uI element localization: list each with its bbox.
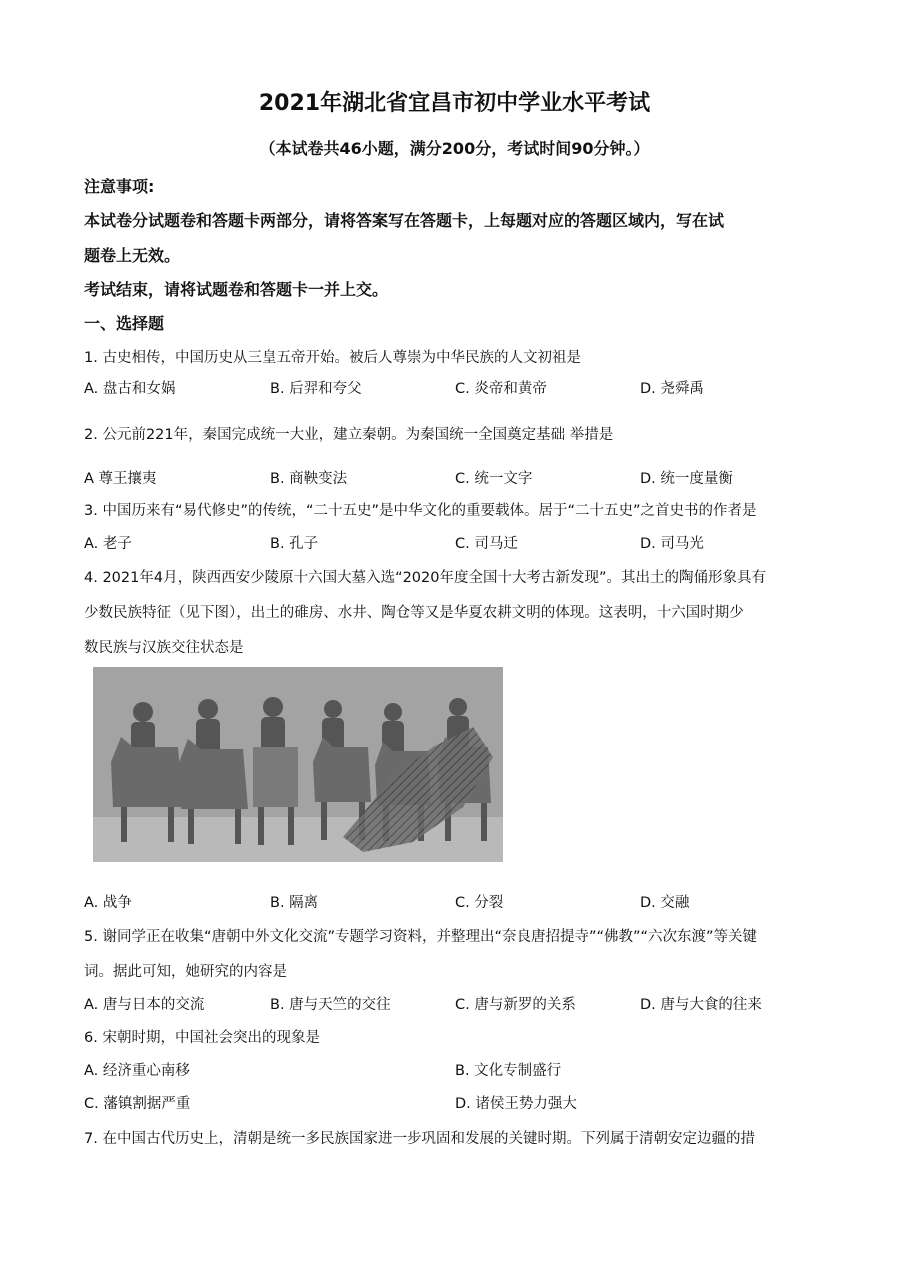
q4-option-b: B. 隔离 — [270, 895, 319, 911]
q3-option-a: A. 老子 — [84, 536, 132, 552]
exam-title: 2021年湖北省宜昌市初中学业水平考试 — [258, 91, 651, 116]
q6-option-d: D. 诸侯王势力强大 — [455, 1096, 577, 1112]
exam-subtitle: （本试卷共46小题，满分200分，考试时间90分钟。） — [259, 139, 650, 158]
q1-option-a: A. 盘古和女娲 — [84, 381, 176, 397]
q6-option-c: C. 藩镇割据严重 — [84, 1096, 191, 1112]
notice-line-2: 题卷上无效。 — [84, 246, 181, 265]
notice-heading: 注意事项: — [84, 177, 155, 196]
question-6: 6. 宋朝时期，中国社会突出的现象是 — [84, 1030, 320, 1046]
q3-option-c: C. 司马迁 — [455, 536, 518, 552]
notice-line-3: 考试结束，请将试题卷和答题卡一并上交。 — [84, 280, 389, 299]
q5-option-b: B. 唐与天竺的交往 — [270, 997, 391, 1013]
q3-option-d: D. 司马光 — [640, 536, 704, 552]
q4-option-d: D. 交融 — [640, 895, 690, 911]
pottery-figurines-photo — [93, 667, 503, 862]
question-3: 3. 中国历来有“易代修史”的传统，“二十五史”是中华文化的重要载体。居于“二十五史”之首史书的作者是 — [84, 503, 757, 519]
question-5-line-1: 5. 谢同学正在收集“唐朝中外文化交流”专题学习资料，并整理出“奈良唐招提寺”“佛教”“六次东渡”等关键 — [84, 929, 758, 945]
q6-option-a: A. 经济重心南移 — [84, 1063, 190, 1079]
q2-option-b: B. 商鞅变法 — [270, 471, 348, 487]
question-5-line-2: 词。据此可知，她研究的内容是 — [84, 964, 287, 980]
q5-option-c: C. 唐与新罗的关系 — [455, 997, 576, 1013]
q5-option-a: A. 唐与日本的交流 — [84, 997, 205, 1013]
question-2: 2. 公元前221年，秦国完成统一大业，建立秦朝。为秦国统一全国奠定基础 举措是 — [84, 427, 614, 443]
q6-option-b: B. 文化专制盛行 — [455, 1063, 562, 1079]
section-title: 一、选择题 — [84, 314, 165, 333]
question-4-line-3: 数民族与汉族交往状态是 — [84, 640, 244, 656]
question-4-line-1: 4. 2021年4月，陕西西安少陵原十六国大墓入选“2020年度全国十大考古新发现”。其出土的陶俑形象具有 — [84, 570, 766, 586]
question-4-line-2: 少数民族特征（见下图），出土的碓房、水井、陶仓等又是华夏农耕文明的体现。这表明，十六国时期少 — [84, 605, 744, 621]
notice-line-1: 本试卷分试题卷和答题卡两部分，请将答案写在答题卡，上每题对应的答题区域内，写在试 — [84, 211, 725, 230]
question-7: 7. 在中国古代历史上，清朝是统一多民族国家进一步巩固和发展的关键时期。下列属于清朝安定边疆的措 — [84, 1131, 755, 1147]
question-1: 1. 古史相传，中国历史从三皇五帝开始。被后人尊崇为中华民族的人文初祖是 — [84, 350, 581, 366]
q1-option-c: C. 炎帝和黄帝 — [455, 381, 547, 397]
q3-option-b: B. 孔子 — [270, 536, 319, 552]
q4-option-c: C. 分裂 — [455, 895, 504, 911]
q1-option-d: D. 尧舜禹 — [640, 381, 704, 397]
q1-option-b: B. 后羿和夸父 — [270, 381, 362, 397]
q5-option-d: D. 唐与大食的往来 — [640, 997, 762, 1013]
q2-option-c: C. 统一文字 — [455, 471, 533, 487]
q4-option-a: A. 战争 — [84, 895, 132, 911]
q2-option-a: A 尊王攘夷 — [84, 471, 157, 487]
q2-option-d: D. 统一度量衡 — [640, 471, 733, 487]
